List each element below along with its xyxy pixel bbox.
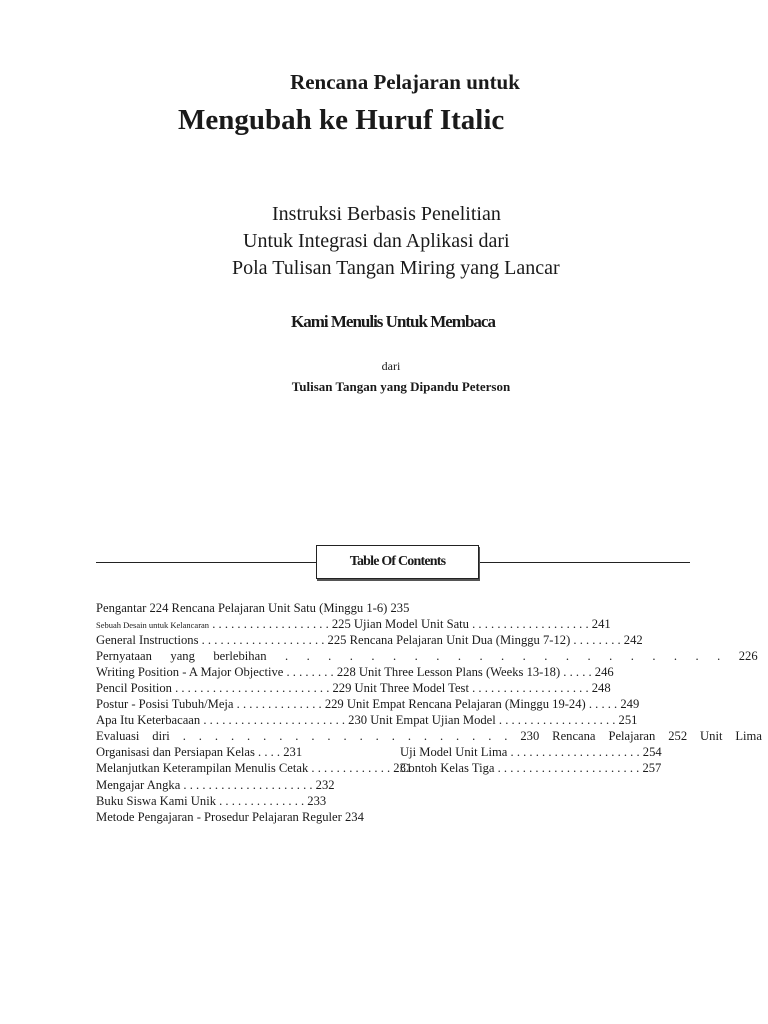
toc-row: Pengantar 224 Rencana Pelajaran Unit Satu (Minggu 1-6) 235: [96, 601, 410, 615]
toc-word: Pernyataan: [96, 649, 152, 663]
toc-row: Mengajar Angka . . . . . . . . . . . . . . . . . . . . . 232: [96, 778, 335, 792]
toc-heading: Table Of Contents: [316, 545, 479, 579]
toc-row: Apa Itu Keterbacaan . . . . . . . . . . . . . . . . . . . . . . . 230 Unit Empat Ujian Model . . . . . . . . . . . . . . . . . . . 251: [96, 713, 638, 727]
title-line-2: Mengubah ke Huruf Italic: [178, 104, 505, 136]
toc-word: berlebihan: [213, 649, 267, 663]
subtitle-line-3: Pola Tulisan Tangan Miring yang Lancar: [232, 257, 560, 279]
toc-page-number: 230: [520, 729, 540, 743]
toc-page-number: 226: [738, 649, 758, 663]
toc-row-justified: Evaluasi diri . . . . . . . . . . . . . . . . . . . . . 230 Rencana Pelajaran 252 Unit Lima: [96, 729, 762, 743]
toc-row-justified: Pernyataan yang berlebihan . . . . . . . . . . . . . . . . . . . . . 226: [96, 649, 758, 663]
toc-row: Contoh Kelas Tiga . . . . . . . . . . . . . . . . . . . . . . . 257: [400, 761, 662, 775]
publisher: Tulisan Tangan yang Dipandu Peterson: [291, 379, 511, 394]
toc-row: [96, 617, 611, 632]
toc-word: Pelajaran: [608, 729, 656, 743]
toc-row: Uji Model Unit Lima . . . . . . . . . . . . . . . . . . . . . 254: [400, 745, 662, 759]
toc-row: Melanjutkan Keterampilan Menulis Cetak . . . . . . . . . . . . . 231: [96, 761, 413, 775]
motto: Kami Menulis Untuk Membaca: [291, 312, 495, 331]
toc-row: Pencil Position . . . . . . . . . . . . . . . . . . . . . . . . . 229 Unit Three Model Test . . . . . . . . . . . . . . . . . . . 248: [96, 681, 611, 695]
toc-row: General Instructions . . . . . . . . . . . . . . . . . . . . 225 Rencana Pelajaran Unit Dua (Minggu 7-12) . . . . . . . . 242: [96, 633, 643, 647]
title-line-1: Rencana Pelajaran untuk: [290, 70, 520, 94]
from-label: dari: [381, 359, 401, 373]
toc-word: Rencana: [552, 729, 596, 743]
toc-word: yang: [170, 649, 195, 663]
toc-word: Unit: [700, 729, 723, 743]
toc-row: Postur - Posisi Tubuh/Meja . . . . . . . . . . . . . . 229 Unit Empat Rencana Pelajaran (Minggu 19-24) . . . . . 249: [96, 697, 640, 711]
toc-row: Writing Position - A Major Objective . . . . . . . . 228 Unit Three Lesson Plans (Weeks 13-18) . . . . . 246: [96, 665, 614, 679]
toc-word: Lima: [735, 729, 762, 743]
toc-row: Metode Pengajaran - Prosedur Pelajaran Reguler 234: [96, 810, 364, 824]
toc-rule-right: [478, 562, 690, 563]
toc-row-rest: . . . . . . . . . . . . . . . . . . . 225 Ujian Model Unit Satu . . . . . . . . . . . . . . . . . . . 241: [212, 617, 611, 631]
toc-word: Evaluasi: [96, 729, 140, 743]
subtitle-line-2: Untuk Integrasi dan Aplikasi dari: [243, 230, 510, 252]
toc-row: Organisasi dan Persiapan Kelas . . . . 231: [96, 745, 303, 759]
toc-rule-left: [96, 562, 316, 563]
toc-row-small-label: Sebuah Desain untuk Kelancaran: [96, 620, 210, 630]
toc-word: diri: [152, 729, 170, 743]
toc-row: Buku Siswa Kami Unik . . . . . . . . . . . . . . 233: [96, 794, 327, 808]
subtitle-line-1: Instruksi Berbasis Penelitian: [272, 203, 501, 225]
toc-page-number: 252: [668, 729, 688, 743]
